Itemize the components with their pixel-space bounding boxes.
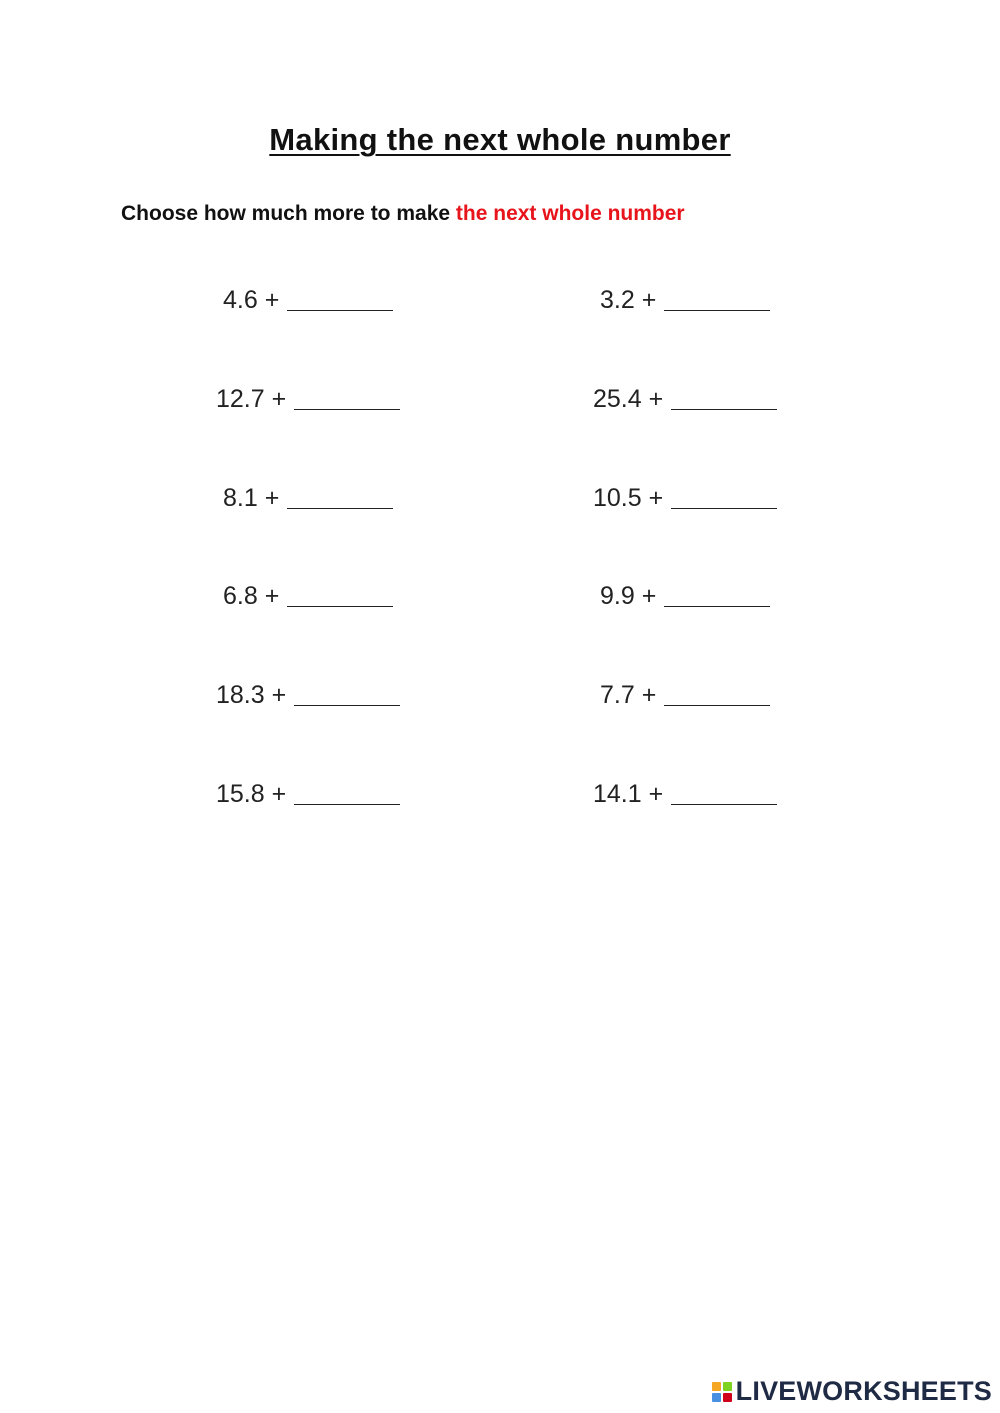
instruction-highlight: the next whole number [455, 202, 685, 225]
problem-item [593, 579, 770, 611]
answer-blank[interactable] [664, 582, 770, 607]
problem-row [0, 481, 1000, 580]
answer-blank[interactable] [294, 681, 400, 706]
problem-number: 25.4 [593, 384, 642, 413]
answer-blank[interactable] [671, 484, 777, 509]
problem-item [593, 283, 770, 315]
liveworksheets-logo-icon [712, 1382, 732, 1402]
problem-row [0, 579, 1000, 678]
plus-sign: + [648, 483, 664, 512]
plus-sign: + [271, 384, 287, 413]
plus-sign: + [641, 681, 657, 710]
brand-name: LIVEWORKSHEETS [735, 1376, 992, 1406]
plus-sign: + [641, 582, 657, 611]
answer-blank[interactable] [294, 385, 400, 410]
problem-item [216, 382, 400, 414]
plus-sign: + [271, 681, 287, 710]
plus-sign: + [648, 779, 664, 808]
plus-sign: + [641, 286, 657, 314]
problem-item [216, 777, 400, 809]
logo-square [723, 1382, 732, 1391]
problem-item [216, 481, 393, 513]
problem-row [0, 777, 1000, 876]
problem-item [593, 777, 777, 809]
problem-number: 18.3 [216, 681, 265, 710]
problem-item [593, 382, 777, 414]
problem-grid [0, 283, 1000, 876]
problem-item [216, 678, 400, 710]
problem-number: 10.5 [593, 483, 642, 512]
instruction-text [121, 202, 685, 226]
instruction-prefix: Choose how much more to make [121, 202, 456, 225]
liveworksheets-watermark[interactable] [712, 1376, 992, 1407]
logo-square [723, 1393, 732, 1402]
plus-sign: + [264, 582, 280, 611]
problem-row [0, 382, 1000, 481]
problem-number: 8.1 [223, 483, 258, 512]
problem-number: 4.6 [223, 286, 258, 314]
problem-number: 15.8 [216, 779, 265, 808]
problem-number: 7.7 [600, 681, 635, 710]
answer-blank[interactable] [671, 780, 777, 805]
answer-blank[interactable] [664, 286, 770, 311]
plus-sign: + [271, 779, 287, 808]
answer-blank[interactable] [294, 780, 400, 805]
answer-blank[interactable] [671, 385, 777, 410]
problem-item [216, 579, 393, 611]
worksheet-title: Making the next whole number [269, 122, 731, 157]
problem-number: 3.2 [600, 286, 635, 314]
problem-item [216, 283, 393, 315]
plus-sign: + [648, 384, 664, 413]
plus-sign: + [264, 286, 280, 314]
problem-number: 9.9 [600, 582, 635, 611]
answer-blank[interactable] [287, 286, 393, 311]
problem-item [593, 678, 770, 710]
problem-row [0, 283, 1000, 382]
answer-blank[interactable] [287, 484, 393, 509]
plus-sign: + [264, 483, 280, 512]
problem-item [593, 481, 777, 513]
answer-blank[interactable] [664, 681, 770, 706]
problem-number: 12.7 [216, 384, 265, 413]
logo-square [712, 1393, 721, 1402]
answer-blank[interactable] [287, 582, 393, 607]
problem-number: 6.8 [223, 582, 258, 611]
problem-number: 14.1 [593, 779, 642, 808]
logo-square [712, 1382, 721, 1391]
problem-row [0, 678, 1000, 777]
